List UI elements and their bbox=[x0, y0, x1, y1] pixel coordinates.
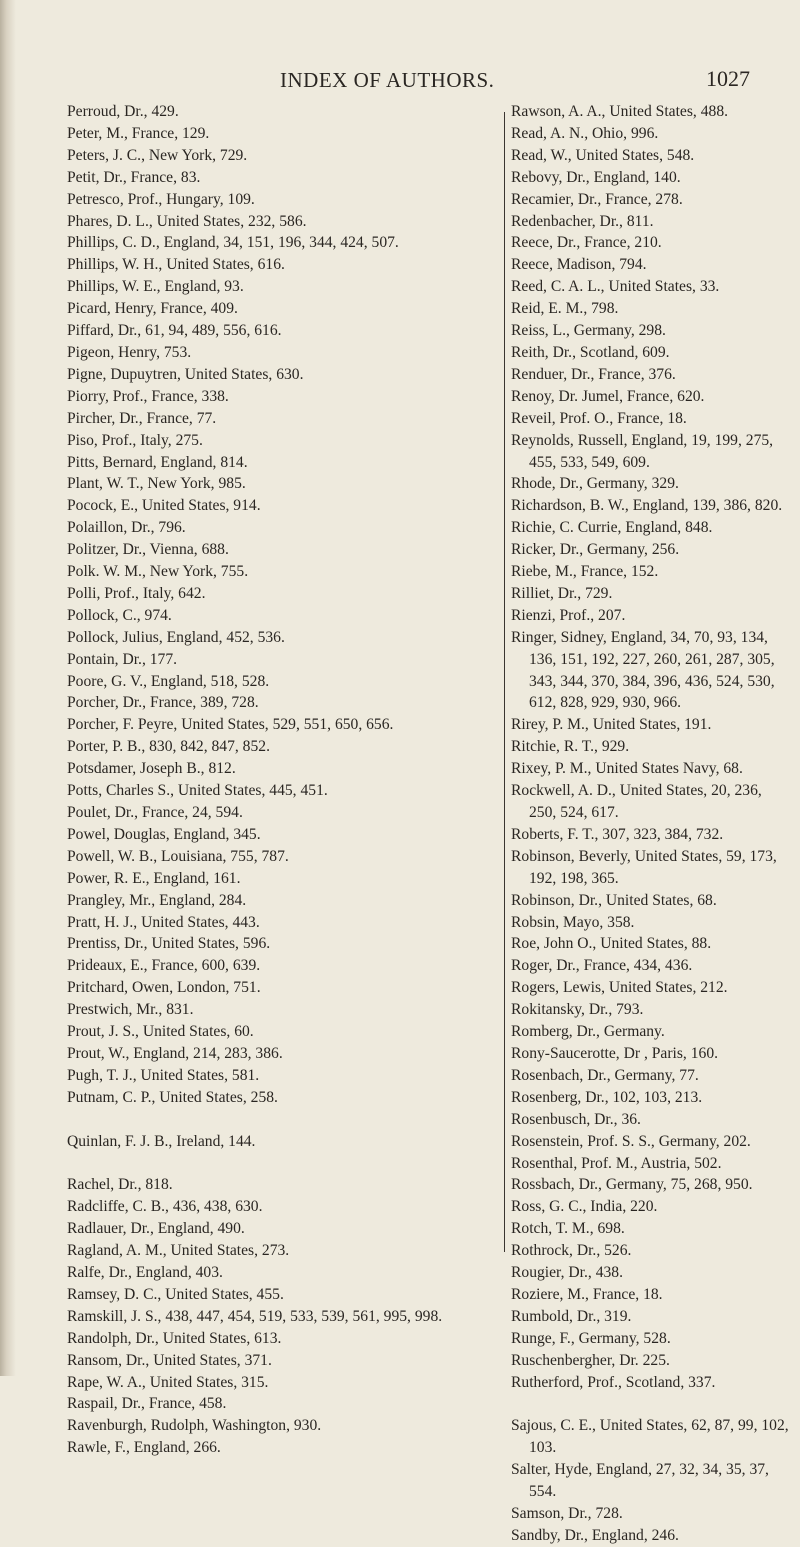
index-entry: Poulet, Dr., France, 24, 594. bbox=[67, 804, 243, 821]
index-entry: Pratt, H. J., United States, 443. bbox=[67, 913, 260, 931]
index-entry: Samson, Dr., 728. bbox=[511, 1504, 623, 1522]
index-entry: Richie, C. Currie, England, 848. bbox=[511, 519, 713, 537]
index-entry: Rothrock, Dr., 526. bbox=[511, 1242, 632, 1260]
index-entry: Rokitansky, Dr., 793. bbox=[511, 1001, 644, 1019]
index-entry: Plant, W. T., New York, 985. bbox=[67, 475, 246, 493]
index-entry: Phillips, W. H., United States, 616. bbox=[67, 256, 285, 274]
index-entry: Richardson, B. W., England, 139, 386, 820. bbox=[511, 497, 783, 515]
index-column-right bbox=[511, 101, 791, 1547]
index-entry: Rougier, Dr., 438. bbox=[511, 1264, 623, 1282]
page-number: 1027 bbox=[706, 66, 750, 91]
index-entry: Renduer, Dr., France, 376. bbox=[511, 365, 676, 383]
index-entry: Ramsey, D. C., United States, 455. bbox=[67, 1285, 284, 1303]
index-entry: Randolph, Dr., United States, 613. bbox=[67, 1329, 282, 1347]
index-entry: Phares, D. L., United States, 232, 586. bbox=[67, 212, 307, 230]
index-entry: Reiss, L., Germany, 298. bbox=[511, 322, 666, 340]
index-entry: Sajous, C. E., United States, 62, 87, 99, 102, 103. bbox=[511, 1417, 789, 1457]
index-entry: Rosenstein, Prof. S. S., Germany, 202. bbox=[511, 1132, 751, 1150]
index-entry: Prangley, Mr., England, 284. bbox=[67, 891, 247, 909]
index-entry: Rockwell, A. D., United States, 20, 236, 250, 524, 617. bbox=[511, 782, 762, 821]
index-entry: Pollock, Julius, England, 452, 536. bbox=[67, 628, 285, 646]
index-entry: Robinson, Beverly, United States, 59, 173, 192, 198, 365. bbox=[511, 847, 777, 887]
index-entry: Rosenbusch, Dr., 36. bbox=[511, 1110, 641, 1128]
column-divider bbox=[504, 112, 505, 1252]
index-entry: Rawle, F., England, 266. bbox=[67, 1439, 221, 1457]
index-entry: Powell, W. B., Louisiana, 755, 787. bbox=[67, 847, 289, 865]
index-entry: Rawson, A. A., United States, 488. bbox=[511, 103, 729, 120]
index-entry: Rosenberg, Dr., 102, 103, 213. bbox=[511, 1088, 703, 1106]
index-entry: Ramskill, J. S., 438, 447, 454, 519, 533, 539, 561, 995, 998. bbox=[67, 1307, 443, 1325]
index-entry: Ragland, A. M., United States, 273. bbox=[67, 1242, 290, 1260]
index-entry: Porter, P. B., 830, 842, 847, 852. bbox=[67, 738, 270, 756]
page-spine-shadow bbox=[0, 0, 16, 1376]
index-entry: Recamier, Dr., France, 278. bbox=[511, 190, 683, 208]
index-entry: Peters, J. C., New York, 729. bbox=[67, 146, 248, 164]
index-entry: Prout, J. S., United States, 60. bbox=[67, 1023, 254, 1041]
index-entry: Pritchard, Owen, London, 751. bbox=[67, 979, 261, 997]
index-entry: Ross, G. C., India, 220. bbox=[511, 1198, 658, 1216]
index-entry: Rumbold, Dr., 319. bbox=[511, 1307, 632, 1325]
index-entry: Piso, Prof., Italy, 275. bbox=[67, 431, 203, 449]
index-entry: Rosenbach, Dr., Germany, 77. bbox=[511, 1066, 699, 1084]
index-entry: Porcher, F. Peyre, United States, 529, 551, 650, 656. bbox=[67, 716, 394, 734]
index-entry: Pigne, Dupuytren, United States, 630. bbox=[67, 365, 304, 383]
index-entry: Renoy, Dr. Jumel, France, 620. bbox=[511, 387, 705, 405]
index-entry: Reveil, Prof. O., France, 18. bbox=[511, 409, 687, 427]
index-entry: Pircher, Dr., France, 77. bbox=[67, 409, 217, 427]
index-entry: Rhode, Dr., Germany, 329. bbox=[511, 475, 679, 493]
index-entry: Polaillon, Dr., 796. bbox=[67, 519, 186, 537]
index-entry: Robinson, Dr., United States, 68. bbox=[511, 891, 717, 909]
index-entry: Rogers, Lewis, United States, 212. bbox=[511, 979, 728, 997]
index-entry: Rony-Saucerotte, Dr , Paris, 160. bbox=[511, 1044, 719, 1062]
index-entry: Phillips, W. E., England, 93. bbox=[67, 278, 244, 296]
index-entry: Raspail, Dr., France, 458. bbox=[67, 1395, 227, 1413]
index-entry: Rienzi, Prof., 207. bbox=[511, 606, 626, 624]
index-entry: Romberg, Dr., Germany. bbox=[511, 1023, 665, 1041]
index-entry: Petit, Dr., France, 83. bbox=[67, 168, 201, 186]
index-entry: Rirey, P. M., United States, 191. bbox=[511, 716, 712, 734]
index-entry: Polli, Prof., Italy, 642. bbox=[67, 584, 206, 602]
index-entry: Poore, G. V., England, 518, 528. bbox=[67, 672, 270, 690]
index-entry: Pigeon, Henry, 753. bbox=[67, 343, 192, 361]
index-entry: Rilliet, Dr., 729. bbox=[511, 584, 613, 602]
index-entry: Ritchie, R. T., 929. bbox=[511, 738, 630, 756]
index-entry: Riebe, M., France, 152. bbox=[511, 563, 659, 581]
index-entry: Roziere, M., France, 18. bbox=[511, 1285, 663, 1303]
page-header bbox=[0, 68, 800, 98]
section-gap bbox=[67, 1152, 477, 1174]
index-entry: Peter, M., France, 129. bbox=[67, 124, 210, 142]
index-entry: Reid, E. M., 798. bbox=[511, 300, 619, 318]
index-entry: Reith, Dr., Scotland, 609. bbox=[511, 343, 670, 361]
index-entry: Perroud, Dr., 429. bbox=[67, 103, 179, 120]
index-entry: Pugh, T. J., United States, 581. bbox=[67, 1066, 260, 1084]
index-entry: Ringer, Sidney, England, 34, 70, 93, 134, 136, 151, 192, 227, 260, 261, 287, 305, 343, 344, 370, 384, 396, 436, 524, 530, 612, 828, 929, 930, 966. bbox=[511, 628, 775, 712]
index-entry: Pocock, E., United States, 914. bbox=[67, 497, 261, 515]
index-entry: Reynolds, Russell, England, 19, 199, 275, 455, 533, 549, 609. bbox=[511, 431, 774, 471]
index-entry: Ransom, Dr., United States, 371. bbox=[67, 1351, 272, 1369]
section-gap bbox=[511, 1393, 791, 1415]
index-entry: Rebovy, Dr., England, 140. bbox=[511, 168, 681, 186]
index-entry: Powel, Douglas, England, 345. bbox=[67, 825, 261, 843]
index-entry: Phillips, C. D., England, 34, 151, 196, 344, 424, 507. bbox=[67, 234, 399, 252]
index-entry: Potts, Charles S., United States, 445, 451. bbox=[67, 782, 328, 800]
index-entry: Radlauer, Dr., England, 490. bbox=[67, 1220, 245, 1238]
index-entry: Sandby, Dr., England, 246. bbox=[511, 1526, 679, 1544]
index-entry: Radcliffe, C. B., 436, 438, 630. bbox=[67, 1198, 263, 1216]
index-entry: Rutherford, Prof., Scotland, 337. bbox=[511, 1373, 716, 1391]
index-column-left bbox=[67, 101, 477, 1459]
index-entry: Ravenburgh, Rudolph, Washington, 930. bbox=[67, 1417, 322, 1435]
running-title: INDEX OF AUTHORS. bbox=[280, 68, 495, 92]
index-entry: Quinlan, F. J. B., Ireland, 144. bbox=[67, 1132, 256, 1150]
index-entry: Read, W., United States, 548. bbox=[511, 146, 695, 164]
index-entry: Prideaux, E., France, 600, 639. bbox=[67, 957, 261, 975]
index-entry: Prout, W., England, 214, 283, 386. bbox=[67, 1044, 283, 1062]
index-entry: Rachel, Dr., 818. bbox=[67, 1176, 173, 1194]
index-entry: Petresco, Prof., Hungary, 109. bbox=[67, 190, 255, 208]
index-entry: Rosenthal, Prof. M., Austria, 502. bbox=[511, 1154, 722, 1172]
index-entry: Rossbach, Dr., Germany, 75, 268, 950. bbox=[511, 1176, 753, 1194]
index-entry: Rixey, P. M., United States Navy, 68. bbox=[511, 760, 743, 778]
index-entry: Pitts, Bernard, England, 814. bbox=[67, 453, 248, 471]
index-entry: Ricker, Dr., Germany, 256. bbox=[511, 541, 680, 559]
index-entry: Ralfe, Dr., England, 403. bbox=[67, 1264, 223, 1281]
index-entry: Polk. W. M., New York, 755. bbox=[67, 563, 249, 581]
index-entry: Potsdamer, Joseph B., 812. bbox=[67, 760, 236, 778]
index-entry: Power, R. E., England, 161. bbox=[67, 869, 241, 887]
index-entry: Roger, Dr., France, 434, 436. bbox=[511, 957, 693, 975]
index-entry: Salter, Hyde, England, 27, 32, 34, 35, 37, 554. bbox=[511, 1461, 769, 1501]
index-entry: Redenbacher, Dr., 811. bbox=[511, 212, 654, 230]
index-entry: Putnam, C. P., United States, 258. bbox=[67, 1088, 278, 1106]
index-entry: Reece, Madison, 794. bbox=[511, 256, 647, 274]
index-entry: Roe, John O., United States, 88. bbox=[511, 935, 712, 953]
index-entry: Robsin, Mayo, 358. bbox=[511, 913, 635, 931]
index-entry: Pollock, C., 974. bbox=[67, 606, 172, 624]
index-entry: Piorry, Prof., France, 338. bbox=[67, 387, 229, 405]
index-entry: Rotch, T. M., 698. bbox=[511, 1220, 625, 1238]
index-entry: Read, A. N., Ohio, 996. bbox=[511, 124, 659, 142]
index-entry: Piffard, Dr., 61, 94, 489, 556, 616. bbox=[67, 322, 282, 340]
index-entry: Reed, C. A. L., United States, 33. bbox=[511, 278, 720, 296]
index-entry: Prestwich, Mr., 831. bbox=[67, 1001, 194, 1019]
index-entry: Prentiss, Dr., United States, 596. bbox=[67, 935, 271, 953]
index-entry: Picard, Henry, France, 409. bbox=[67, 300, 238, 318]
index-entry: Porcher, Dr., France, 389, 728. bbox=[67, 694, 259, 712]
index-entry: Roberts, F. T., 307, 323, 384, 732. bbox=[511, 825, 724, 843]
index-entry: Ruschenbergher, Dr. 225. bbox=[511, 1351, 670, 1369]
section-gap bbox=[67, 1109, 477, 1131]
index-entry: Rape, W. A., United States, 315. bbox=[67, 1373, 269, 1391]
index-entry: Reece, Dr., France, 210. bbox=[511, 234, 662, 252]
index-entry: Pontain, Dr., 177. bbox=[67, 650, 178, 668]
index-entry: Runge, F., Germany, 528. bbox=[511, 1329, 671, 1347]
index-entry: Politzer, Dr., Vienna, 688. bbox=[67, 541, 229, 559]
